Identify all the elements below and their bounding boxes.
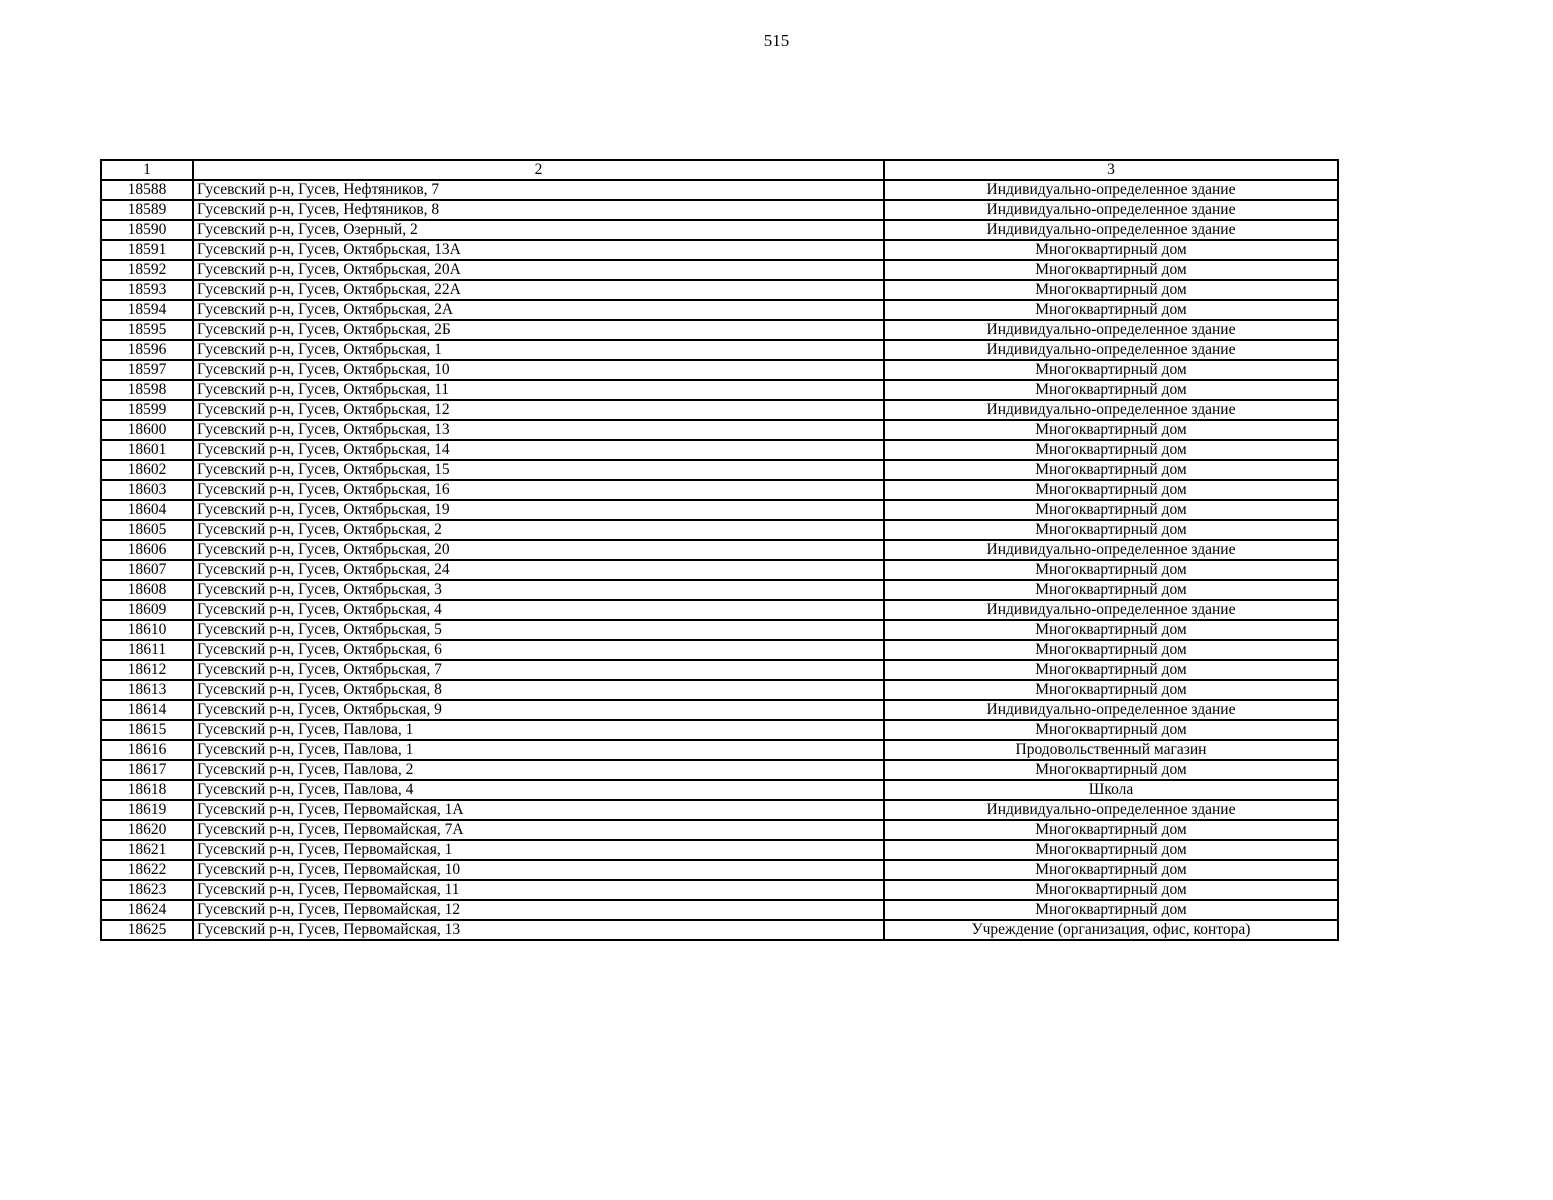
table-row <box>101 820 1338 840</box>
building-type-cell: Многоквартирный дом <box>884 660 1338 680</box>
address-cell: Гусевский р-н, Гусев, Октябрьская, 16 <box>193 480 884 500</box>
row-number-cell: 18615 <box>101 720 193 740</box>
address-cell: Гусевский р-н, Гусев, Октябрьская, 22А <box>193 280 884 300</box>
table-row <box>101 440 1338 460</box>
building-type-cell: Индивидуально-определенное здание <box>884 220 1338 240</box>
address-cell: Гусевский р-н, Гусев, Нефтяников, 8 <box>193 200 884 220</box>
address-cell: Гусевский р-н, Гусев, Нефтяников, 7 <box>193 180 884 200</box>
row-number-cell: 18606 <box>101 540 193 560</box>
building-type-cell: Многоквартирный дом <box>884 460 1338 480</box>
building-type-cell: Многоквартирный дом <box>884 280 1338 300</box>
address-cell: Гусевский р-н, Гусев, Октябрьская, 20А <box>193 260 884 280</box>
table-row <box>101 600 1338 620</box>
row-number-cell: 18590 <box>101 220 193 240</box>
table-row <box>101 700 1338 720</box>
address-cell: Гусевский р-н, Гусев, Первомайская, 7А <box>193 820 884 840</box>
table-row <box>101 640 1338 660</box>
building-type-cell: Индивидуально-определенное здание <box>884 400 1338 420</box>
building-type-cell: Многоквартирный дом <box>884 360 1338 380</box>
table-row <box>101 540 1338 560</box>
address-cell: Гусевский р-н, Гусев, Октябрьская, 20 <box>193 540 884 560</box>
building-type-cell: Индивидуально-определенное здание <box>884 700 1338 720</box>
address-cell: Гусевский р-н, Гусев, Октябрьская, 12 <box>193 400 884 420</box>
table-row <box>101 500 1338 520</box>
row-number-cell: 18592 <box>101 260 193 280</box>
row-number-cell: 18622 <box>101 860 193 880</box>
address-cell: Гусевский р-н, Гусев, Октябрьская, 3 <box>193 580 884 600</box>
address-cell: Гусевский р-н, Гусев, Октябрьская, 8 <box>193 680 884 700</box>
table-row <box>101 580 1338 600</box>
building-type-cell: Многоквартирный дом <box>884 860 1338 880</box>
row-number-cell: 18594 <box>101 300 193 320</box>
table-row <box>101 340 1338 360</box>
row-number-cell: 18623 <box>101 880 193 900</box>
table-header-row <box>101 160 1338 180</box>
building-type-cell: Многоквартирный дом <box>884 580 1338 600</box>
table-row <box>101 520 1338 540</box>
building-type-cell: Многоквартирный дом <box>884 240 1338 260</box>
table-row <box>101 380 1338 400</box>
row-number-cell: 18617 <box>101 760 193 780</box>
building-type-cell: Многоквартирный дом <box>884 640 1338 660</box>
row-number-cell: 18620 <box>101 820 193 840</box>
address-cell: Гусевский р-н, Гусев, Озерный, 2 <box>193 220 884 240</box>
row-number-cell: 18593 <box>101 280 193 300</box>
row-number-cell: 18625 <box>101 920 193 940</box>
address-cell: Гусевский р-н, Гусев, Октябрьская, 2А <box>193 300 884 320</box>
building-type-cell: Индивидуально-определенное здание <box>884 600 1338 620</box>
table-row <box>101 900 1338 920</box>
row-number-cell: 18599 <box>101 400 193 420</box>
address-cell: Гусевский р-н, Гусев, Октябрьская, 2Б <box>193 320 884 340</box>
building-type-cell: Многоквартирный дом <box>884 880 1338 900</box>
row-number-cell: 18591 <box>101 240 193 260</box>
building-type-cell: Многоквартирный дом <box>884 480 1338 500</box>
table-row <box>101 860 1338 880</box>
building-type-cell: Школа <box>884 780 1338 800</box>
table-row <box>101 460 1338 480</box>
building-type-cell: Учреждение (организация, офис, контора) <box>884 920 1338 940</box>
page-number: 515 <box>763 31 790 50</box>
table-row <box>101 660 1338 680</box>
address-cell: Гусевский р-н, Гусев, Первомайская, 1А <box>193 800 884 820</box>
row-number-cell: 18624 <box>101 900 193 920</box>
building-type-cell: Многоквартирный дом <box>884 500 1338 520</box>
table-row <box>101 780 1338 800</box>
table-row <box>101 400 1338 420</box>
registry-table <box>100 159 1339 941</box>
table-row <box>101 720 1338 740</box>
building-type-cell: Многоквартирный дом <box>884 900 1338 920</box>
building-type-cell: Многоквартирный дом <box>884 680 1338 700</box>
address-cell: Гусевский р-н, Гусев, Первомайская, 12 <box>193 900 884 920</box>
address-cell: Гусевский р-н, Гусев, Октябрьская, 19 <box>193 500 884 520</box>
row-number-cell: 18595 <box>101 320 193 340</box>
address-cell: Гусевский р-н, Гусев, Первомайская, 10 <box>193 860 884 880</box>
row-number-cell: 18621 <box>101 840 193 860</box>
table-row <box>101 480 1338 500</box>
table-row <box>101 320 1338 340</box>
table-row <box>101 680 1338 700</box>
column-header-2: 2 <box>193 160 884 180</box>
row-number-cell: 18612 <box>101 660 193 680</box>
row-number-cell: 18598 <box>101 380 193 400</box>
address-cell: Гусевский р-н, Гусев, Октябрьская, 13А <box>193 240 884 260</box>
row-number-cell: 18588 <box>101 180 193 200</box>
table-row <box>101 620 1338 640</box>
row-number-cell: 18613 <box>101 680 193 700</box>
building-type-cell: Многоквартирный дом <box>884 380 1338 400</box>
building-type-cell: Многоквартирный дом <box>884 260 1338 280</box>
address-cell: Гусевский р-н, Гусев, Павлова, 1 <box>193 720 884 740</box>
row-number-cell: 18618 <box>101 780 193 800</box>
row-number-cell: 18605 <box>101 520 193 540</box>
row-number-cell: 18589 <box>101 200 193 220</box>
table-row <box>101 260 1338 280</box>
address-cell: Гусевский р-н, Гусев, Павлова, 1 <box>193 740 884 760</box>
building-type-cell: Индивидуально-определенное здание <box>884 340 1338 360</box>
row-number-cell: 18604 <box>101 500 193 520</box>
table-row <box>101 800 1338 820</box>
building-type-cell: Многоквартирный дом <box>884 520 1338 540</box>
building-type-cell: Многоквартирный дом <box>884 720 1338 740</box>
building-type-cell: Многоквартирный дом <box>884 620 1338 640</box>
table-row <box>101 760 1338 780</box>
table-row <box>101 740 1338 760</box>
column-header-1: 1 <box>101 160 193 180</box>
address-cell: Гусевский р-н, Гусев, Октябрьская, 4 <box>193 600 884 620</box>
table-row <box>101 920 1338 940</box>
row-number-cell: 18611 <box>101 640 193 660</box>
table-body <box>101 160 1338 940</box>
row-number-cell: 18601 <box>101 440 193 460</box>
address-cell: Гусевский р-н, Гусев, Октябрьская, 1 <box>193 340 884 360</box>
row-number-cell: 18619 <box>101 800 193 820</box>
address-cell: Гусевский р-н, Гусев, Октябрьская, 9 <box>193 700 884 720</box>
building-type-cell: Индивидуально-определенное здание <box>884 180 1338 200</box>
table-row <box>101 180 1338 200</box>
address-cell: Гусевский р-н, Гусев, Октябрьская, 10 <box>193 360 884 380</box>
building-type-cell: Многоквартирный дом <box>884 300 1338 320</box>
address-cell: Гусевский р-н, Гусев, Октябрьская, 14 <box>193 440 884 460</box>
building-type-cell: Индивидуально-определенное здание <box>884 320 1338 340</box>
address-cell: Гусевский р-н, Гусев, Павлова, 4 <box>193 780 884 800</box>
row-number-cell: 18597 <box>101 360 193 380</box>
address-cell: Гусевский р-н, Гусев, Октябрьская, 6 <box>193 640 884 660</box>
table-row <box>101 280 1338 300</box>
address-cell: Гусевский р-н, Гусев, Первомайская, 13 <box>193 920 884 940</box>
building-type-cell: Индивидуально-определенное здание <box>884 540 1338 560</box>
building-type-cell: Многоквартирный дом <box>884 420 1338 440</box>
row-number-cell: 18596 <box>101 340 193 360</box>
address-cell: Гусевский р-н, Гусев, Октябрьская, 11 <box>193 380 884 400</box>
address-cell: Гусевский р-н, Гусев, Октябрьская, 7 <box>193 660 884 680</box>
row-number-cell: 18607 <box>101 560 193 580</box>
row-number-cell: 18614 <box>101 700 193 720</box>
building-type-cell: Продовольственный магазин <box>884 740 1338 760</box>
building-type-cell: Многоквартирный дом <box>884 840 1338 860</box>
table-row <box>101 360 1338 380</box>
table-row <box>101 560 1338 580</box>
building-type-cell: Многоквартирный дом <box>884 560 1338 580</box>
row-number-cell: 18603 <box>101 480 193 500</box>
address-cell: Гусевский р-н, Гусев, Октябрьская, 5 <box>193 620 884 640</box>
building-type-cell: Многоквартирный дом <box>884 440 1338 460</box>
table-row <box>101 240 1338 260</box>
table-row <box>101 880 1338 900</box>
row-number-cell: 18600 <box>101 420 193 440</box>
address-cell: Гусевский р-н, Гусев, Октябрьская, 24 <box>193 560 884 580</box>
address-cell: Гусевский р-н, Гусев, Первомайская, 11 <box>193 880 884 900</box>
table-row <box>101 220 1338 240</box>
row-number-cell: 18602 <box>101 460 193 480</box>
table-row <box>101 840 1338 860</box>
address-cell: Гусевский р-н, Гусев, Октябрьская, 15 <box>193 460 884 480</box>
table-row <box>101 420 1338 440</box>
row-number-cell: 18610 <box>101 620 193 640</box>
row-number-cell: 18616 <box>101 740 193 760</box>
column-header-3: 3 <box>884 160 1338 180</box>
table-row <box>101 200 1338 220</box>
row-number-cell: 18609 <box>101 600 193 620</box>
building-type-cell: Индивидуально-определенное здание <box>884 200 1338 220</box>
building-type-cell: Многоквартирный дом <box>884 820 1338 840</box>
table-row <box>101 300 1338 320</box>
building-type-cell: Многоквартирный дом <box>884 760 1338 780</box>
row-number-cell: 18608 <box>101 580 193 600</box>
address-cell: Гусевский р-н, Гусев, Октябрьская, 2 <box>193 520 884 540</box>
address-cell: Гусевский р-н, Гусев, Октябрьская, 13 <box>193 420 884 440</box>
address-cell: Гусевский р-н, Гусев, Первомайская, 1 <box>193 840 884 860</box>
building-type-cell: Индивидуально-определенное здание <box>884 800 1338 820</box>
address-cell: Гусевский р-н, Гусев, Павлова, 2 <box>193 760 884 780</box>
